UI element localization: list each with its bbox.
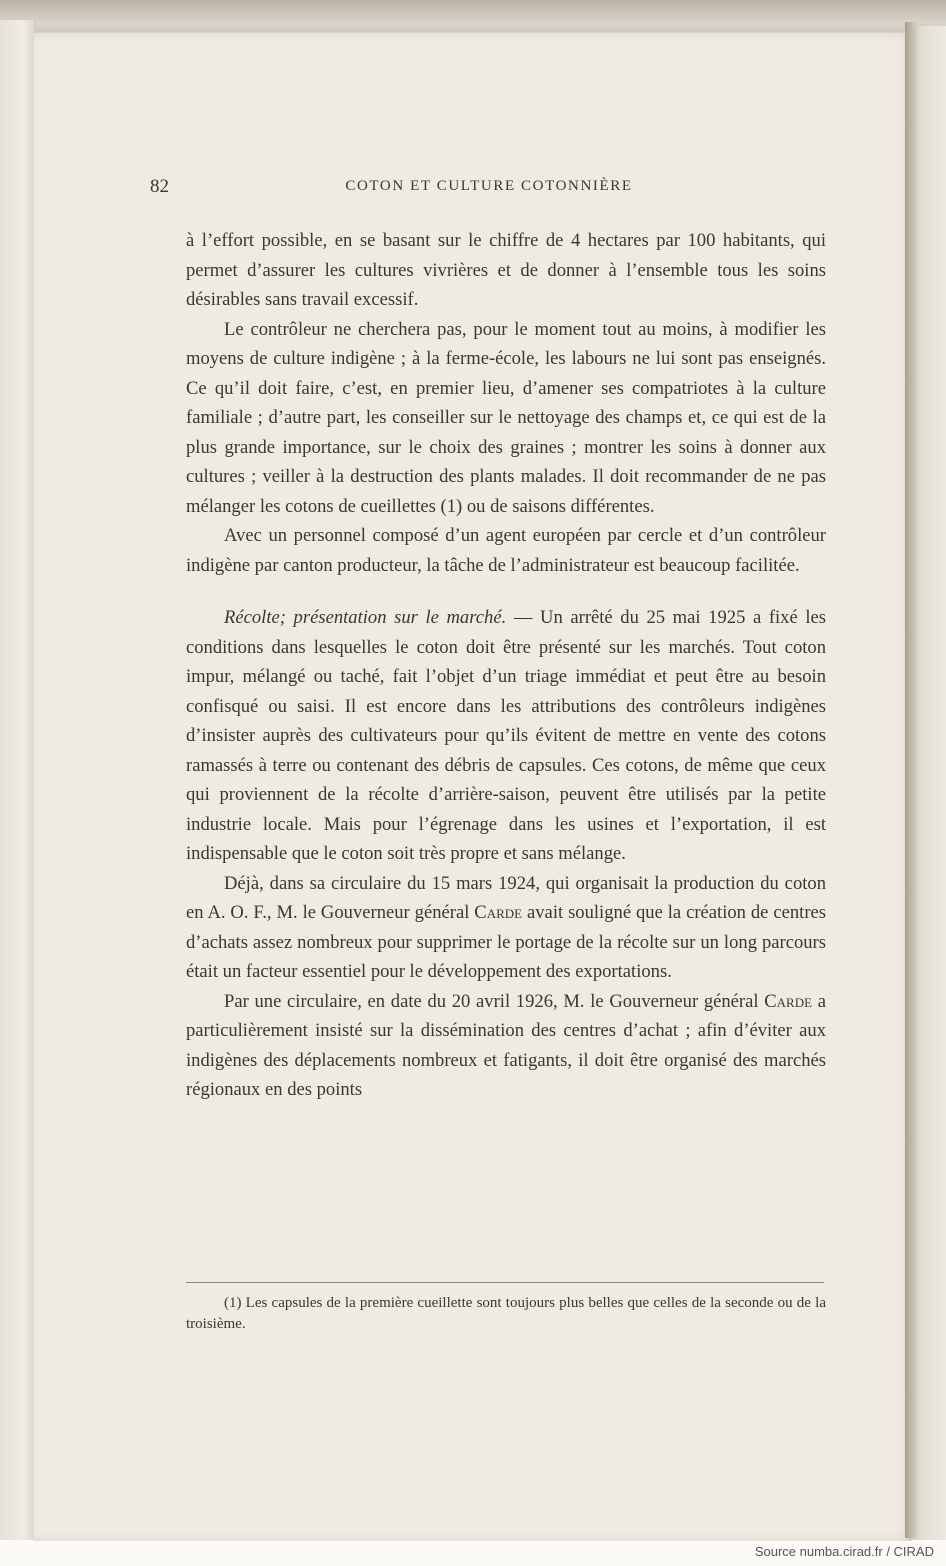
paragraph-3: Avec un personnel composé d’un agent européen par cercle et d’un contrôleur indigène par canton producteur, la tâche de l’administrateur est beaucoup facilitée. (186, 525, 826, 576)
paragraph-recolte (186, 603, 826, 869)
book-left-margin (0, 20, 35, 1540)
paragraph-2: Le contrôleur ne cherchera pas, pour le moment tout au moins, à modifier les moyens de culture indigène ; à la ferme-école, les labours ne lui sont pas enseignés. Ce qu’il doit faire, c’est, en premier lieu, d’amener ses compatriotes à la culture familiale ; d’autre part, les conseiller sur le nettoyage des champs et, ce qui est de la plus grande importance, sur le choix des graines ; montrer les soins à donner aux cultures ; veiller à la destruction des plants malades. Il doit recommander de ne pas mélanger les cotons de cueillettes (1) ou de saisons différentes. (186, 318, 826, 517)
paragraph-5 (186, 869, 826, 987)
running-head (150, 176, 828, 202)
person-name: Carde (764, 990, 813, 1012)
binding-clip (905, 22, 917, 1538)
person-name: Carde (474, 902, 523, 923)
paragraph-5-part-1: Déjà, dans sa circulaire du 15 mars 1924, qui organisait la production du coton en A. O. F., M. le Gouverneur général (186, 872, 826, 923)
header-title: COTON ET CULTURE COTONNIÈRE (345, 178, 633, 194)
paragraph-5-part-2: avait souligné que la création de centres d’achats assez nombreux pour supprimer le portage de la récolte sur un long parcours était un facteur essentiel pour le développement des exportations. (186, 902, 827, 982)
footnote-text: (1) Les capsules de la première cueillette sont toujours plus belles que celles de la seconde ou de la troisième. (186, 1295, 826, 1332)
paragraph-recolte-text: — Un arrêté du 25 mai 1925 a fixé les conditions dans lesquelles le coton doit être présenté sur les marchés. Tout coton impur, mélangé ou taché, fait l’objet d’un triage immédiat et peut être au besoin confisqué ou saisi. Il est encore dans les attributions des contrôleurs indigènes d’insister auprès des cultivateurs pour qu’ils évitent de mettre en vente des cotons ramassés à terre ou contenant des débris de capsules. Ces cotons, de même que ceux qui proviennent de la récolte d’arrière-saison, peuvent être utilisés par la petite industrie locale. Mais pour l’égrenage dans les usines et l’exportation, il est indispensable que le coton soit très propre et sans mélange. (186, 607, 826, 864)
paragraph-6-part-1: Par une circulaire, en date du 20 avril 1926, M. le Gouverneur général (224, 990, 765, 1012)
paragraph-6 (186, 987, 826, 1105)
source-credit: Source numba.cirad.fr / CIRAD (754, 1544, 934, 1559)
body-text (186, 226, 826, 1105)
page-number: 82 (150, 176, 169, 197)
footnote (186, 1293, 826, 1335)
paragraph-1: à l’effort possible, en se basant sur le chiffre de 4 hectares par 100 habitants, qui permet d’assurer les cultures vivrières et de donner à l’ensemble tous les soins désirables sans travail excessif. (186, 230, 826, 310)
section-heading: Récolte; présentation sur le marché. (224, 607, 507, 628)
paragraph-6-part-2: a particulièrement insisté sur la dissémination des centres d’achat ; afin d’éviter aux indigènes des déplacements nombreux et fatigants, il doit être organisé des marchés régionaux en des points (186, 990, 826, 1100)
footnote-rule (186, 1282, 824, 1283)
